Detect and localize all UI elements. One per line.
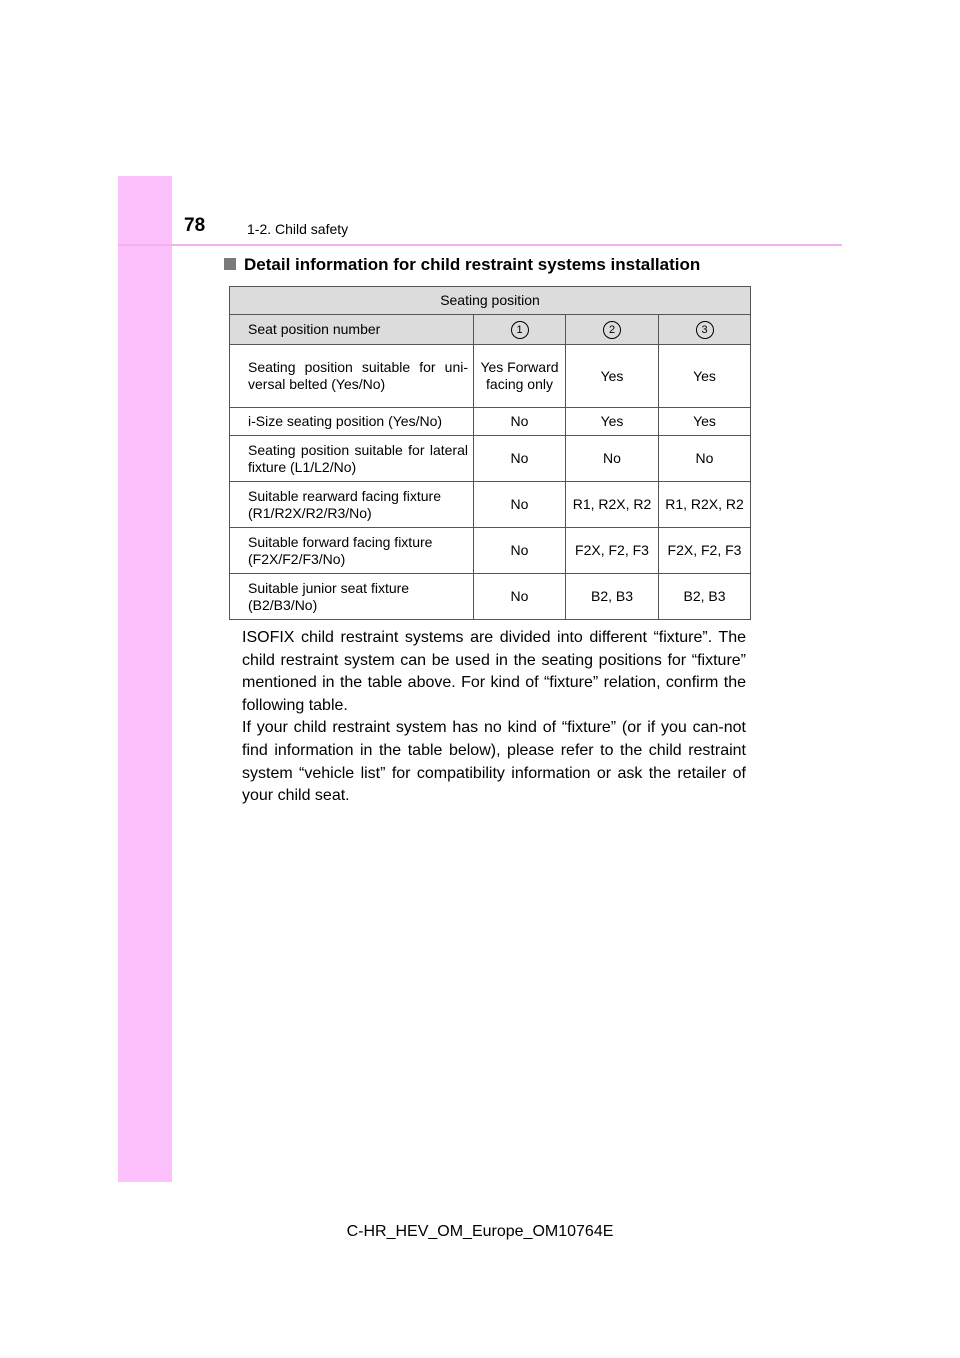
table-cell: F2X, F2, F3 bbox=[566, 528, 659, 574]
paragraph-fixture-intro: ISOFIX child restraint systems are divided into different “fixture”. The child restraint system can be used in the seating positions for “fixture” mentioned in the table above. For kind of “fixture” relation, confirm the following table. bbox=[242, 629, 746, 714]
table-cell: Yes bbox=[566, 408, 659, 436]
table-cell: No bbox=[474, 436, 566, 482]
square-bullet-icon bbox=[224, 258, 236, 270]
position-2-cell bbox=[566, 315, 659, 345]
table-cell: No bbox=[474, 574, 566, 620]
circled-number-2: 2 bbox=[603, 321, 621, 339]
circled-number-3: 3 bbox=[696, 321, 714, 339]
row-label: Seating position suitable for lateral fixture (L1/L2/No) bbox=[230, 436, 474, 482]
table-row bbox=[230, 482, 751, 528]
row-label: Seating position suitable for uni-versal belted (Yes/No) bbox=[230, 345, 474, 408]
table-cell: No bbox=[659, 436, 751, 482]
footer-doc-id: C-HR_HEV_OM_Europe_OM10764E bbox=[346, 1223, 614, 1240]
page-number: 78 bbox=[184, 215, 206, 236]
table-cell: Yes bbox=[566, 345, 659, 408]
position-number-label: Seat position number bbox=[230, 315, 474, 345]
row-label: Suitable rearward facing fixture (R1/R2X/R2/R3/No) bbox=[230, 482, 474, 528]
position-3-cell bbox=[659, 315, 751, 345]
section-title: 1-2. Child safety bbox=[247, 221, 349, 237]
table-cell: Yes Forward facing only bbox=[474, 345, 566, 408]
header-rule bbox=[118, 244, 842, 246]
paragraph-vehicle-list: If your child restraint system has no kind of “fixture” (or if you can-not find information in the table below), please refer to the child restraint system “vehicle list” for compatibility information or ask the retailer of your child seat. bbox=[242, 719, 746, 805]
position-number-row bbox=[230, 315, 751, 345]
table-cell: Yes bbox=[659, 408, 751, 436]
table-cell: F2X, F2, F3 bbox=[659, 528, 751, 574]
circled-number-1: 1 bbox=[511, 321, 529, 339]
row-label: Suitable junior seat fixture (B2/B3/No) bbox=[230, 574, 474, 620]
table-cell: R1, R2X, R2 bbox=[566, 482, 659, 528]
subsection-heading-text: Detail information for child restraint systems installation bbox=[244, 255, 701, 274]
table-row bbox=[230, 436, 751, 482]
table-cell: B2, B3 bbox=[566, 574, 659, 620]
table-header-row bbox=[230, 287, 751, 315]
table-cell: No bbox=[474, 408, 566, 436]
table-row bbox=[230, 345, 751, 408]
position-1-cell bbox=[474, 315, 566, 345]
table-row bbox=[230, 528, 751, 574]
table-title: Seating position bbox=[230, 287, 751, 315]
body-text bbox=[242, 627, 746, 808]
row-label: Suitable forward facing fixture (F2X/F2/F3/No) bbox=[230, 528, 474, 574]
table-cell: No bbox=[474, 482, 566, 528]
table-cell: B2, B3 bbox=[659, 574, 751, 620]
table-cell: No bbox=[566, 436, 659, 482]
table-cell: No bbox=[474, 528, 566, 574]
side-color-band bbox=[118, 176, 172, 1182]
child-restraint-table bbox=[229, 286, 751, 620]
subsection-heading bbox=[224, 255, 700, 275]
table-row bbox=[230, 408, 751, 436]
row-label: i-Size seating position (Yes/No) bbox=[230, 408, 474, 436]
table-row bbox=[230, 574, 751, 620]
table-cell: R1, R2X, R2 bbox=[659, 482, 751, 528]
table-cell: Yes bbox=[659, 345, 751, 408]
